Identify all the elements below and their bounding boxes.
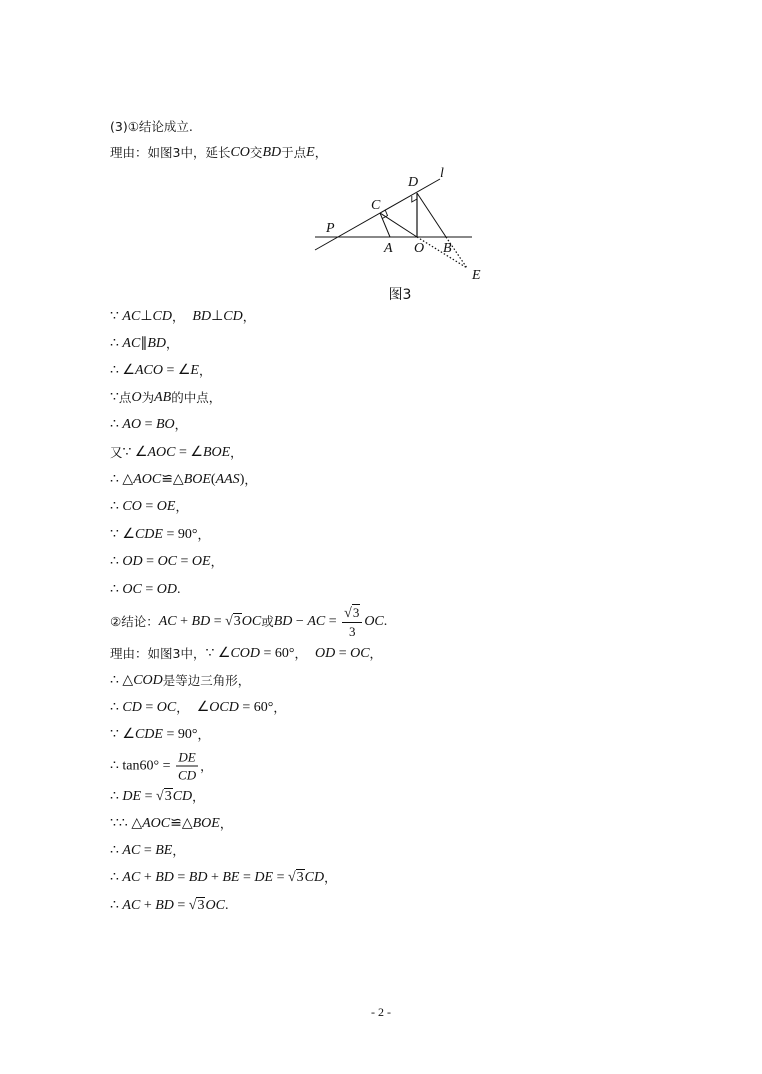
- math-expression: ∴ AC + BD = √3OC.: [110, 898, 229, 913]
- math-variable: AO: [122, 417, 142, 432]
- math-variable: BD: [147, 336, 166, 351]
- radicand: 3: [233, 614, 241, 629]
- label-b: B: [443, 241, 452, 256]
- solution-line: [110, 605, 387, 639]
- solution-line: [110, 789, 205, 805]
- solution-line: [110, 336, 179, 352]
- label-d: D: [408, 175, 419, 190]
- solution-line: [110, 673, 250, 689]
- solution-line: [110, 472, 257, 488]
- math-variable: AB: [154, 390, 172, 405]
- math-variable: E: [190, 363, 199, 378]
- math-variable: CD: [223, 309, 243, 324]
- math-expression: ∴ OC = OD.: [110, 582, 181, 597]
- math-variable: AC: [307, 614, 326, 629]
- solution-line: [110, 527, 210, 543]
- math-variable: OC: [350, 646, 370, 661]
- math-expression: ∴ AC∥BD: [110, 336, 166, 351]
- math-variable: BD: [191, 614, 211, 629]
- math-variable: CO: [122, 499, 142, 514]
- line-text: ，: [174, 417, 188, 432]
- fraction: [342, 605, 362, 639]
- label-e: E: [472, 268, 481, 283]
- math-variable: DE: [254, 870, 274, 885]
- math-expression: ∴ AC + BD = BD + BE = DE = √3CD: [110, 870, 325, 885]
- solution-line: [110, 816, 232, 832]
- radicand: 3: [296, 870, 304, 885]
- math-expression: ∵ ∠COD = 60°: [205, 646, 295, 661]
- line-text: ②结论：: [110, 614, 159, 629]
- line-text: ，: [230, 445, 243, 460]
- line-text: ，: [197, 727, 210, 742]
- math-variable: BOE: [183, 472, 211, 487]
- math-expression: ∵ ∠CDE = 90°: [110, 727, 198, 742]
- math-expression: ∵: [110, 390, 119, 405]
- math-variable: AC: [122, 336, 141, 351]
- line-text: ，: [175, 499, 188, 514]
- math-expression: ∠OCD = 60°: [196, 700, 274, 715]
- math-expression: ∵ AC⊥CD: [110, 309, 172, 324]
- math-variable: CDE: [134, 527, 163, 542]
- math-variable: OC: [241, 614, 262, 629]
- label-a: A: [384, 241, 393, 256]
- radical-sign: √: [188, 898, 197, 913]
- math-variable: BD: [155, 870, 174, 885]
- line-text: ，: [369, 646, 383, 661]
- line-text: ，: [171, 309, 193, 324]
- line-text: ，: [324, 870, 337, 885]
- line-text: 为: [141, 390, 155, 405]
- math-variable: AC: [122, 843, 141, 858]
- solution-line: [110, 843, 185, 859]
- math-expression: AC + BD = √3OC: [158, 614, 262, 629]
- line-text: ，: [219, 816, 233, 831]
- math-expression: [306, 145, 315, 161]
- solution-line: [110, 646, 382, 662]
- line-text: 是等边三角形，: [162, 673, 251, 688]
- math-expression: ∴ AO = BO: [110, 417, 175, 432]
- line-text: ，: [294, 646, 315, 661]
- label-o: O: [414, 241, 425, 256]
- math-variable: OC: [205, 898, 225, 913]
- math-variable: AOC: [147, 445, 176, 460]
- solution-line: [110, 119, 193, 135]
- math-expression: BD − AC =: [273, 614, 341, 629]
- right-angle-mark-d: [412, 196, 417, 202]
- line-text: ，: [314, 145, 328, 160]
- line-text: 的中点，: [171, 390, 222, 405]
- math-expression: [262, 145, 281, 161]
- math-expression: ∴ AC = BE: [110, 843, 173, 858]
- line-text: ，: [210, 554, 224, 569]
- label-c: C: [371, 198, 381, 213]
- math-variable: ACO: [134, 363, 163, 378]
- line-text: ，: [198, 363, 212, 378]
- math-expression: ∴ CD = OC: [110, 700, 177, 715]
- math-variable: CD: [152, 309, 172, 324]
- math-variable: BD: [262, 145, 282, 160]
- math-expression: OD = OC: [314, 646, 370, 661]
- math-variable: OC: [364, 614, 384, 629]
- radicand: 3: [197, 898, 205, 913]
- math-variable: BOE: [202, 445, 231, 460]
- figure-caption: 图3: [388, 287, 412, 303]
- math-variable: BE: [222, 870, 240, 885]
- dotted-segment-oe: [417, 237, 467, 268]
- segment-db: [417, 193, 446, 237]
- math-variable: AC: [122, 309, 141, 324]
- geometry-figure-3: [300, 160, 500, 290]
- page-number: - 2 -: [371, 1005, 391, 1019]
- math-variable: CD: [122, 700, 142, 715]
- line-text: ，: [192, 789, 205, 804]
- math-variable: BOE: [192, 816, 220, 831]
- line-text: ，: [197, 527, 210, 542]
- solution-line: [110, 145, 327, 161]
- math-variable: DE: [178, 749, 196, 765]
- math-expression: ∴ DE = √3CD: [110, 789, 193, 804]
- math-expression: ∴ ∠ACO = ∠E: [110, 363, 199, 378]
- line-text: ，: [200, 758, 213, 773]
- math-variable: COD: [133, 673, 163, 688]
- math-expression: ∴ △AOC≌△BOE(AAS): [110, 472, 245, 487]
- math-variable: E: [306, 145, 315, 160]
- line-text: 理由：如图3中，延长: [110, 145, 231, 160]
- line-text: ，: [176, 700, 197, 715]
- math-variable: OCD: [209, 700, 239, 715]
- math-expression: [230, 145, 249, 161]
- solution-line: [110, 445, 243, 461]
- solution-line: [110, 870, 337, 886]
- fraction-denominator: [176, 767, 198, 783]
- solution-line: [110, 554, 223, 570]
- solution-line: [110, 898, 228, 914]
- line-text: ，: [165, 336, 179, 351]
- radical-sign: √: [287, 870, 296, 885]
- math-variable: CDE: [134, 727, 163, 742]
- line-text: ，: [273, 700, 286, 715]
- math-variable: AOC: [142, 816, 171, 831]
- line-text: 交: [249, 145, 263, 160]
- math-variable: CD: [172, 789, 193, 804]
- math-expression: [131, 390, 141, 406]
- math-variable: AC: [122, 898, 141, 913]
- radicand: 3: [164, 789, 172, 804]
- solution-line: [110, 750, 213, 783]
- math-variable: CD: [178, 767, 197, 783]
- label-l: l: [440, 166, 444, 181]
- math-variable: BD: [192, 309, 212, 324]
- math-variable: OD: [156, 582, 178, 597]
- math-variable: CO: [230, 145, 250, 160]
- math-variable: OE: [156, 499, 176, 514]
- math-variable: CD: [304, 870, 325, 885]
- math-variable: BD: [273, 614, 293, 629]
- line-text: 于点: [281, 145, 307, 160]
- math-expression: ∵∴ △AOC≌△BOE: [110, 816, 220, 831]
- math-variable: DE: [122, 789, 142, 804]
- math-variable: AC: [158, 614, 177, 629]
- function-name: tan: [122, 758, 140, 773]
- solution-line: [110, 417, 187, 433]
- label-p: P: [326, 221, 335, 236]
- radicand: 3: [352, 605, 360, 620]
- solution-line: [110, 499, 188, 515]
- fraction: [176, 750, 198, 783]
- math-variable: AC: [122, 870, 141, 885]
- math-expression: ∴ CO = OE: [110, 499, 176, 514]
- solution-line: [110, 727, 210, 743]
- math-variable: BD: [155, 898, 174, 913]
- line-text: ，: [242, 309, 256, 324]
- math-variable: BE: [155, 843, 173, 858]
- line-text: 理由：如图3中，: [110, 646, 206, 661]
- math-expression: [154, 390, 171, 406]
- math-variable: BO: [156, 417, 175, 432]
- math-variable: O: [131, 390, 142, 405]
- math-variable: OC: [122, 582, 142, 597]
- math-variable: OD: [314, 646, 336, 661]
- fraction-numerator: [176, 750, 197, 767]
- math-expression: ∴ OD = OC = OE: [110, 554, 211, 569]
- math-expression: ∴: [110, 758, 123, 773]
- math-variable: AAS: [215, 472, 240, 487]
- radical-sign: √: [156, 789, 164, 804]
- math-expression: ∵ ∠AOC = ∠BOE: [122, 445, 231, 460]
- math-variable: OC: [157, 554, 178, 569]
- line-text: 又: [110, 445, 123, 460]
- math-variable: COD: [230, 646, 260, 661]
- fraction-numerator: [342, 605, 362, 623]
- line-text: (3)①结论成立.: [110, 119, 193, 134]
- solution-line: [110, 582, 181, 598]
- math-variable: AOC: [133, 472, 162, 487]
- line-text: ，: [172, 843, 185, 858]
- solution-line: [110, 363, 212, 379]
- math-variable: BD: [188, 870, 208, 885]
- radical-sign: √: [344, 606, 352, 621]
- solution-line: [110, 309, 255, 325]
- solution-line: [110, 390, 221, 406]
- math-expression: ∵ ∠CDE = 90°: [110, 527, 198, 542]
- solution-line: [110, 700, 286, 716]
- math-variable: OD: [122, 554, 143, 569]
- math-expression: OC.: [364, 614, 388, 629]
- line-text: 点: [118, 390, 132, 405]
- math-expression: BD⊥CD: [192, 309, 243, 324]
- math-variable: OC: [156, 700, 177, 715]
- fraction-denominator: 3: [348, 624, 356, 639]
- math-variable: OE: [191, 554, 211, 569]
- line-text: 或: [261, 614, 274, 629]
- radical-sign: √: [225, 614, 233, 629]
- math-expression: 60° =: [139, 758, 175, 773]
- math-expression: ∴ △COD: [110, 673, 163, 688]
- line-text: ，: [244, 472, 257, 487]
